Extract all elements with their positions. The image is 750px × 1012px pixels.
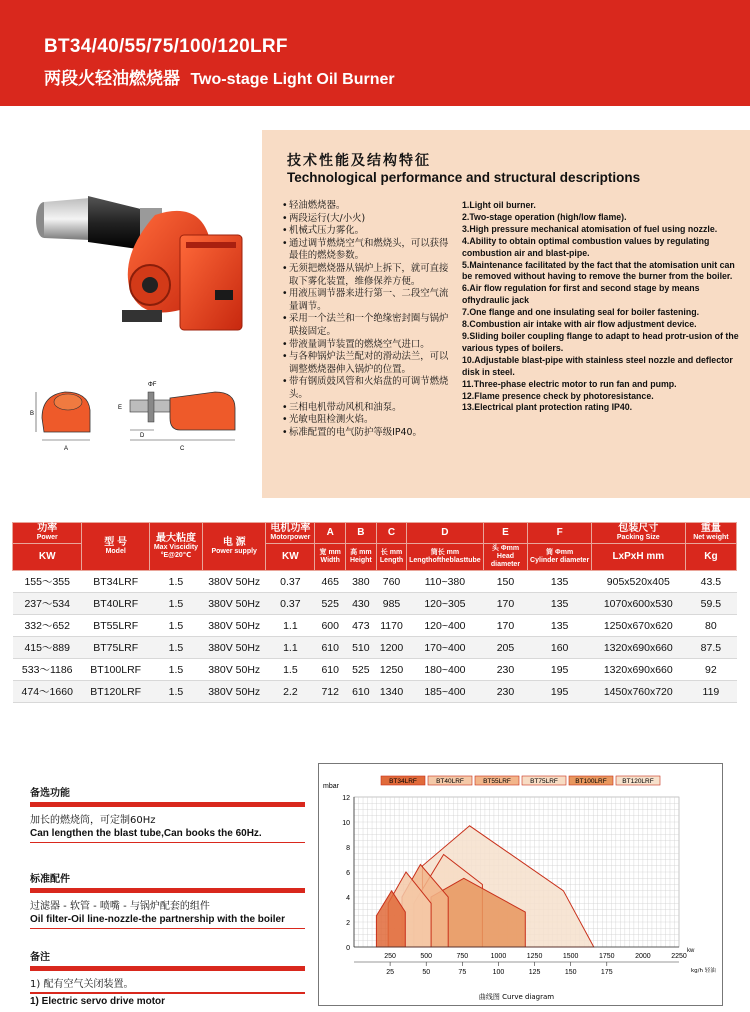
- feature-en: 7.One flange and one insulating seal for boiler fastening.: [462, 307, 700, 318]
- th-weight-unit: Kg: [685, 544, 736, 571]
- th-a: A: [315, 523, 346, 544]
- th-model-en: Model: [105, 547, 126, 555]
- table-cell: 430: [346, 593, 377, 615]
- table-cell: 600: [315, 615, 346, 637]
- th-d-zh: 筒长 mm: [430, 549, 460, 556]
- th-f: F: [528, 523, 591, 544]
- th-visc-zh: 最大粘度: [155, 532, 196, 544]
- table-cell: 195: [528, 659, 591, 681]
- dim-label-d: D: [140, 433, 145, 439]
- feature-en: 1.Light oil burner.: [462, 200, 536, 210]
- table-cell: 135: [528, 615, 591, 637]
- table-cell: 185~400: [407, 681, 483, 703]
- feature-zh: • 标准配置的电气防护等级IP40。: [282, 427, 452, 440]
- table-cell: 1250x670x620: [591, 615, 685, 637]
- accessories-divider: [30, 888, 305, 893]
- table-cell: 160: [528, 637, 591, 659]
- th-motor-zh: 电机功率: [270, 523, 311, 534]
- spec-table-body: [13, 571, 737, 703]
- accessories-line-zh: 过滤器 - 软管 - 喷嘴 - 与锅炉配套的组件: [30, 901, 210, 912]
- feature-en: 10.Adjustable blast-pipe with stainless steel nozzle and deflector disk in steel.: [462, 354, 733, 377]
- th-weight-en: Net weight: [693, 534, 729, 541]
- table-cell: 170~400: [407, 637, 483, 659]
- notes-divider: [30, 966, 305, 971]
- table-cell: 1450x760x720: [591, 681, 685, 703]
- table-cell: 230: [483, 659, 528, 681]
- x2-tick-label: 100: [492, 969, 505, 976]
- dim-label-a: A: [64, 446, 69, 452]
- feature-zh: • 带有钢质鼓风管和火焰盘的可调节燃烧头。: [282, 376, 452, 401]
- feature-en: 2.Two-stage operation (high/low flame).: [462, 211, 627, 222]
- table-cell: 120~305: [407, 593, 483, 615]
- options-title: 备选功能: [30, 788, 70, 799]
- table-cell: 474～1660: [13, 681, 82, 703]
- table-cell: 80: [685, 615, 736, 637]
- legend-label: BT75LRF: [530, 778, 558, 785]
- feature-en: 8.Combustion air intake with air flow adjustment device.: [462, 319, 697, 330]
- feature-en: 12.Flame presence check by photoresistance.: [462, 390, 654, 401]
- table-cell: 415～889: [13, 637, 82, 659]
- table-cell: 170: [483, 593, 528, 615]
- notes-title: 备注: [30, 952, 50, 963]
- x2-axis-label: kg/h 轻油: [691, 968, 716, 974]
- table-cell: 1.5: [149, 681, 202, 703]
- table-cell: 2.2: [266, 681, 315, 703]
- th-a-en: Width: [320, 557, 340, 564]
- th-power-zh: 功率: [37, 523, 58, 534]
- table-cell: 87.5: [685, 637, 736, 659]
- feature-en: 9.Sliding boiler coupling flange to adapt to head protr-usion of the various types of boilers.: [462, 330, 739, 353]
- x2-tick-label: 150: [564, 969, 577, 976]
- curve-chart-svg: [319, 764, 724, 1007]
- th-power-en: Power: [36, 534, 58, 541]
- table-cell: 195: [528, 681, 591, 703]
- y-tick-label: 6: [346, 870, 350, 877]
- tech-description-panel: [262, 130, 750, 498]
- table-cell: 985: [376, 593, 407, 615]
- table-cell: BT55LRF: [82, 615, 149, 637]
- table-cell: 332～652: [13, 615, 82, 637]
- options-line-en: Can lengthen the blast tube,Can books the 60Hz.: [30, 828, 262, 839]
- features-en-list: [462, 200, 746, 414]
- feature-en: 3.High pressure mechanical atomisation of fuel using nozzle.: [462, 223, 718, 234]
- table-cell: BT40LRF: [82, 593, 149, 615]
- table-cell: 237～534: [13, 593, 82, 615]
- feature-en: 4.Ability to obtain optimal combustion values by regulating combustion air and blast-pipe.: [462, 235, 710, 258]
- th-model-zh: 型 号: [104, 536, 128, 548]
- table-cell: BT75LRF: [82, 637, 149, 659]
- legend-label: BT120LRF: [622, 778, 654, 785]
- x-tick-label: 250: [384, 953, 396, 960]
- model-series-title: BT34/40/55/75/100/120LRF: [44, 36, 288, 57]
- legend-label: BT100LRF: [575, 778, 607, 785]
- y-tick-label: 12: [342, 795, 350, 802]
- x2-tick-label: 125: [528, 969, 541, 976]
- accessories-section: [30, 870, 305, 929]
- options-divider-bottom: [30, 842, 305, 843]
- table-cell: 610: [315, 659, 346, 681]
- table-cell: 230: [483, 681, 528, 703]
- table-cell: 1.5: [149, 659, 202, 681]
- th-e-zh: 头 Φmm: [491, 545, 520, 552]
- feature-en: 13.Electrical plant protection rating IP40.: [462, 402, 633, 413]
- table-cell: 610: [315, 637, 346, 659]
- feature-zh: • 无须把燃烧器从锅炉上拆下，就可直接取下雾化装置，维修保养方便。: [282, 263, 452, 288]
- th-f-zh: 筒 Φmm: [546, 549, 574, 556]
- table-cell: 380V 50Hz: [203, 681, 266, 703]
- y-tick-label: 8: [346, 845, 350, 852]
- th-motor-unit: KW: [266, 544, 315, 571]
- table-cell: 1.5: [266, 659, 315, 681]
- y-tick-label: 4: [346, 895, 350, 902]
- table-cell: BT34LRF: [82, 571, 149, 593]
- accessories-line-en: Oil filter-Oil line-nozzle-the partnership with the boiler: [30, 914, 286, 925]
- th-pack-unit: LxPxH mm: [591, 544, 685, 571]
- feature-en: 5.Maintenance facilitated by the fact that the atomisation unit can be removed without having to remove the burner from the boiler.: [462, 259, 735, 282]
- table-cell: 92: [685, 659, 736, 681]
- th-motor-en: Motorpower: [270, 534, 311, 541]
- y-tick-label: 2: [346, 920, 350, 927]
- th-e: E: [483, 523, 528, 544]
- dimension-diagram: [30, 370, 260, 460]
- feature-zh: • 带液量调节装置的燃烧空气进口。: [282, 339, 452, 352]
- table-cell: 0.37: [266, 593, 315, 615]
- th-supply-zh: 电 源: [222, 536, 246, 548]
- y-tick-label: 0: [346, 945, 350, 952]
- table-cell: 150: [483, 571, 528, 593]
- feature-zh: • 用液压调节器来进行第一、二段空气流量调节。: [282, 288, 452, 313]
- table-cell: 205: [483, 637, 528, 659]
- x-tick-label: 1750: [598, 953, 615, 960]
- table-cell: 180~400: [407, 659, 483, 681]
- table-row: [13, 659, 737, 681]
- feature-zh: • 机械式压力雾化。: [282, 225, 452, 238]
- table-cell: 712: [315, 681, 346, 703]
- table-cell: 110~380: [407, 571, 483, 593]
- header-banner: [0, 0, 750, 106]
- options-divider: [30, 802, 305, 807]
- y-tick-label: 10: [342, 820, 350, 827]
- table-cell: 1200: [376, 637, 407, 659]
- x-tick-label: 1250: [526, 953, 543, 960]
- feature-zh: • 与各种锅炉法兰配对的滑动法兰，可以调整燃烧器伸入锅炉的位置。: [282, 351, 452, 376]
- table-cell: 1.5: [149, 593, 202, 615]
- table-cell: 473: [346, 615, 377, 637]
- th-weight-zh: 重量: [700, 523, 721, 534]
- table-cell: 1320x690x660: [591, 637, 685, 659]
- feature-zh: • 光敏电阻检测火焰。: [282, 414, 452, 427]
- th-power-unit: KW: [13, 544, 82, 571]
- feature-en: 6.Air flow regulation for first and second stage by means ofhydraulic jack: [462, 283, 700, 306]
- x-tick-label: 1500: [562, 953, 579, 960]
- tech-heading-en: Technological performance and structural descriptions: [287, 170, 641, 185]
- table-cell: 465: [315, 571, 346, 593]
- notes-divider-mid: [30, 992, 305, 994]
- accessories-title: 标准配件: [30, 874, 70, 885]
- table-cell: 1.5: [149, 637, 202, 659]
- table-cell: 119: [685, 681, 736, 703]
- spec-table: [12, 522, 737, 703]
- feature-zh: • 两段运行(大/小火): [282, 213, 452, 226]
- feature-zh: • 采用一个法兰和一个绝缘密封圈与锅炉联接固定。: [282, 313, 452, 338]
- legend-label: BT40LRF: [436, 778, 464, 785]
- table-cell: 1.5: [149, 615, 202, 637]
- th-pack-zh: 包装尺寸: [618, 523, 659, 534]
- table-cell: 155～355: [13, 571, 82, 593]
- table-cell: 1170: [376, 615, 407, 637]
- table-cell: 1340: [376, 681, 407, 703]
- x-tick-label: 750: [456, 953, 469, 960]
- th-c-en: Length: [379, 557, 404, 564]
- th-c-zh: 长 mm: [380, 549, 403, 556]
- th-b-en: Height: [349, 557, 372, 564]
- x-tick-label: 500: [420, 953, 433, 960]
- table-cell: BT100LRF: [82, 659, 149, 681]
- dim-label-b: B: [30, 411, 35, 417]
- table-cell: 59.5: [685, 593, 736, 615]
- table-row: [13, 615, 737, 637]
- x2-tick-label: 25: [386, 969, 395, 976]
- table-cell: 380V 50Hz: [203, 593, 266, 615]
- legend-label: BT34LRF: [389, 778, 417, 785]
- table-cell: 380V 50Hz: [203, 615, 266, 637]
- x2-tick-label: 175: [600, 969, 613, 976]
- table-cell: 1070x600x530: [591, 593, 685, 615]
- options-line-zh: 加长的燃烧筒，可定制60Hz: [30, 815, 156, 826]
- table-cell: 380V 50Hz: [203, 659, 266, 681]
- table-cell: 525: [346, 659, 377, 681]
- th-b: B: [346, 523, 377, 544]
- x-axis-label: kw: [687, 948, 695, 954]
- x-tick-label: 2250: [671, 953, 687, 960]
- table-cell: 533～1186: [13, 659, 82, 681]
- th-b-zh: 高 mm: [350, 549, 372, 556]
- table-row: [13, 637, 737, 659]
- chart-title: 曲线图 Curve diagram: [478, 993, 555, 1001]
- table-cell: 1320x690x660: [591, 659, 685, 681]
- notes-section: [30, 948, 305, 1007]
- table-row: [13, 681, 737, 703]
- x-tick-label: 1000: [490, 953, 507, 960]
- table-cell: 135: [528, 593, 591, 615]
- table-cell: 380: [346, 571, 377, 593]
- th-f-en: Cylinder diameter: [530, 557, 590, 564]
- table-cell: 0.37: [266, 571, 315, 593]
- table-cell: 380V 50Hz: [203, 637, 266, 659]
- table-cell: 1.1: [266, 615, 315, 637]
- title-en: Two-stage Light Oil Burner: [190, 71, 395, 88]
- options-section: [30, 784, 305, 843]
- feature-zh: • 通过调节燃烧空气和燃烧头，可以获得最佳的燃烧参数。: [282, 238, 452, 263]
- th-c: C: [376, 523, 407, 544]
- dim-label-f: ΦF: [148, 382, 157, 388]
- th-d: D: [407, 523, 483, 544]
- table-cell: 610: [346, 681, 377, 703]
- feature-zh: • 三相电机带动风机和油泵。: [282, 402, 452, 415]
- th-pack-en: Packing Size: [616, 534, 660, 541]
- th-d-en: Lengthoftheblasttube: [409, 557, 481, 564]
- table-cell: 1.1: [266, 637, 315, 659]
- x2-tick-label: 75: [458, 969, 467, 976]
- x-tick-label: 2000: [635, 953, 651, 960]
- notes-line-en: 1) Electric servo drive motor: [30, 996, 166, 1007]
- table-cell: 170: [483, 615, 528, 637]
- legend-label: BT55LRF: [483, 778, 511, 785]
- burner-photo: [30, 180, 260, 350]
- table-cell: BT120LRF: [82, 681, 149, 703]
- accessories-divider-bottom: [30, 928, 305, 929]
- table-cell: 380V 50Hz: [203, 571, 266, 593]
- table-cell: 120~400: [407, 615, 483, 637]
- notes-line-zh: 1) 配有空气关闭装置。: [30, 979, 134, 990]
- th-visc-en: Max Viscidity: [153, 543, 199, 551]
- curve-diagram: [318, 763, 723, 1006]
- dim-label-e: E: [118, 405, 123, 411]
- features-zh-list: [282, 200, 452, 439]
- th-visc-unit: °E@20℃: [160, 551, 192, 559]
- title-zh: 两段火轻油燃烧器: [44, 69, 180, 88]
- product-subtitle: [44, 64, 395, 89]
- y-axis-label: mbar: [323, 783, 339, 790]
- feature-en: 11.Three-phase electric motor to run fan and pump.: [462, 378, 677, 389]
- table-cell: 43.5: [685, 571, 736, 593]
- dim-label-c: C: [180, 446, 185, 452]
- table-cell: 905x520x405: [591, 571, 685, 593]
- tech-heading-zh: 技术性能及结构特征: [287, 153, 431, 169]
- table-cell: 510: [346, 637, 377, 659]
- table-cell: 1250: [376, 659, 407, 681]
- th-e-en: Head diameter: [490, 553, 521, 568]
- table-row: [13, 571, 737, 593]
- table-cell: 525: [315, 593, 346, 615]
- feature-zh: • 轻油燃烧器。: [282, 200, 452, 213]
- table-cell: 760: [376, 571, 407, 593]
- th-supply-en: Power supply: [211, 547, 257, 555]
- table-cell: 135: [528, 571, 591, 593]
- th-a-zh: 宽 mm: [319, 549, 341, 556]
- table-cell: 1.5: [149, 571, 202, 593]
- x2-tick-label: 50: [422, 969, 431, 976]
- table-row: [13, 593, 737, 615]
